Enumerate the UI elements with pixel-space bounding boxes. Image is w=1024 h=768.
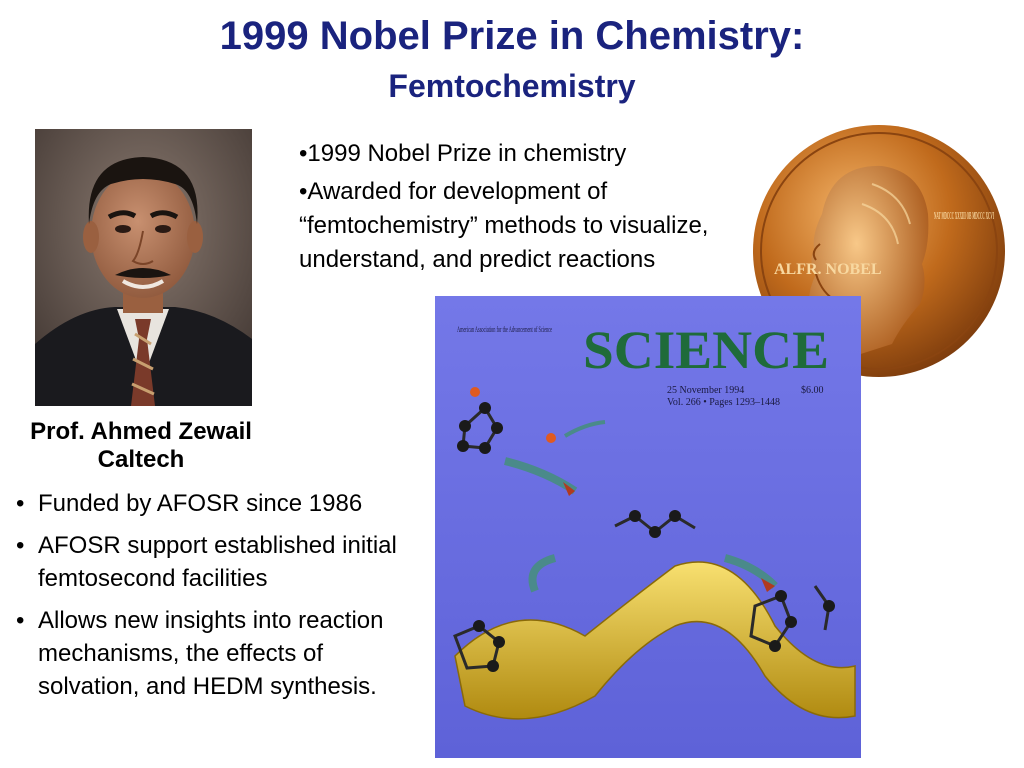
afosr-bullet-list	[10, 487, 430, 712]
slide-title: 1999 Nobel Prize in Chemistry:	[219, 14, 805, 58]
cover-volume: Vol. 266 • Pages 1293–1448	[667, 397, 781, 408]
cover-publisher: American Association for the Advancement of Science	[457, 325, 553, 334]
afosr-bullet: • Funded by AFOSR since 1986	[10, 487, 430, 520]
prize-bullet-list	[299, 137, 739, 281]
science-cover-image	[435, 296, 861, 758]
cover-date: 25 November 1994	[667, 385, 745, 396]
afosr-bullet: • AFOSR support established initial femtosecond facilities	[10, 529, 430, 595]
cover-price: $6.00	[801, 385, 824, 396]
slide-subtitle: Femtochemistry	[388, 68, 636, 104]
medal-right-text: NAT MDCCC XXXIII OB MDCCC XCVI	[934, 210, 994, 222]
prize-bullet: •Awarded for development of “femtochemistry” methods to visualize, understand, and predict reactions	[299, 178, 709, 273]
portrait-photo	[35, 129, 252, 406]
caption-affiliation: Caltech	[97, 446, 185, 473]
prize-bullet: •1999 Nobel Prize in chemistry	[299, 140, 627, 167]
cover-masthead: SCIENCE	[583, 320, 829, 380]
medal-left-text: ALFR. NOBEL	[774, 261, 882, 278]
afosr-bullet: • Allows new insights into reaction mechanisms, the effects of solvation, and HEDM synthesis.	[10, 604, 430, 703]
caption-name: Prof. Ahmed Zewail	[30, 418, 252, 445]
portrait-caption	[0, 418, 282, 474]
